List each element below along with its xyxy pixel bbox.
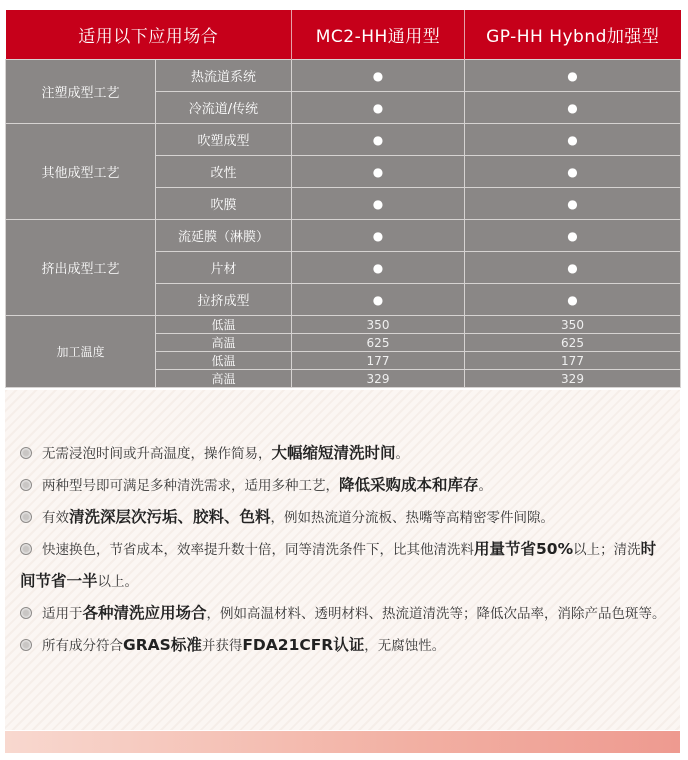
feature-highlight: 各种清洗应用场合 — [82, 604, 207, 622]
feature-text: 并获得 — [201, 638, 243, 654]
feature-text: 适用于 — [42, 606, 83, 622]
feature-text: 以上。 — [97, 574, 139, 590]
feature-text: 所有成分符合 — [42, 638, 123, 654]
table-row — [6, 124, 681, 156]
features-panel — [5, 390, 680, 730]
features-list — [20, 438, 668, 662]
feature-item — [20, 502, 668, 534]
feature-item — [20, 534, 668, 598]
row-label: 高温 — [156, 334, 292, 352]
feature-text: 快速换色，节省成本，效率提升数十倍，同等清洗条件下，比其他清洗料 — [42, 542, 474, 558]
gp-mark: ● — [465, 124, 681, 156]
group-extrusion: 挤出成型工艺 — [6, 220, 156, 316]
gp-value: 329 — [465, 370, 681, 388]
radio-bullet-icon — [20, 479, 32, 491]
header-mc2-hh: MC2-HH通用型 — [292, 10, 465, 60]
feature-item — [20, 470, 668, 502]
radio-bullet-icon — [20, 447, 32, 459]
feature-item — [20, 598, 668, 630]
header-gp-hh: GP-HH Hybnd加强型 — [465, 10, 681, 60]
gp-value: 177 — [465, 352, 681, 370]
mc2-value: 177 — [292, 352, 465, 370]
feature-text: ，例如高温材料、透明材料、热流道清洗等；降低次品率，消除产品色斑等。 — [206, 606, 666, 622]
table-header-row — [6, 10, 681, 60]
feature-text: 无需浸泡时间或升高温度，操作简易， — [42, 446, 272, 462]
mc2-value: 350 — [292, 316, 465, 334]
header-application: 适用以下应用场合 — [6, 10, 292, 60]
gp-mark: ● — [465, 188, 681, 220]
mc2-mark: ● — [292, 188, 465, 220]
feature-highlight: FDA21CFR认证 — [242, 636, 365, 654]
mc2-value: 329 — [292, 370, 465, 388]
feature-text: 以上；清洗 — [573, 542, 641, 558]
application-table — [5, 10, 681, 388]
feature-highlight: 大幅缩短清洗时间 — [271, 444, 396, 462]
group-injection-molding: 注塑成型工艺 — [6, 60, 156, 124]
radio-bullet-icon — [20, 543, 32, 555]
feature-text: 。 — [395, 446, 410, 462]
gp-mark: ● — [465, 252, 681, 284]
row-label: 改性 — [156, 156, 292, 188]
feature-text: ，无腐蚀性。 — [364, 638, 446, 654]
row-label: 吹膜 — [156, 188, 292, 220]
mc2-mark: ● — [292, 220, 465, 252]
row-label: 拉挤成型 — [156, 284, 292, 316]
mc2-mark: ● — [292, 156, 465, 188]
feature-highlight: 降低采购成本和库存 — [339, 476, 479, 494]
feature-highlight: 清洗深层次污垢、胶料、色料 — [69, 508, 271, 526]
table-row — [6, 60, 681, 92]
radio-bullet-icon — [20, 607, 32, 619]
mc2-mark: ● — [292, 60, 465, 92]
mc2-mark: ● — [292, 252, 465, 284]
feature-text: 两种型号即可满足多种清洗需求，适用多种工艺， — [42, 478, 339, 494]
feature-text: 有效 — [42, 510, 69, 526]
gp-mark: ● — [465, 156, 681, 188]
row-label: 高温 — [156, 370, 292, 388]
radio-bullet-icon — [20, 511, 32, 523]
gp-mark: ● — [465, 60, 681, 92]
row-label: 热流道系统 — [156, 60, 292, 92]
bottom-gradient-bar — [5, 731, 680, 753]
feature-item — [20, 630, 668, 662]
mc2-mark: ● — [292, 284, 465, 316]
row-label: 低温 — [156, 316, 292, 334]
feature-text: ，例如热流道分流板、热嘴等高精密零件间隙。 — [270, 510, 555, 526]
table-row — [6, 220, 681, 252]
gp-mark: ● — [465, 284, 681, 316]
feature-highlight: 用量节省50% — [474, 540, 574, 558]
feature-item — [20, 438, 668, 470]
feature-highlight: GRAS标准 — [123, 636, 202, 654]
feature-highlight: 时间节省一半 — [20, 540, 657, 590]
radio-bullet-icon — [20, 639, 32, 651]
row-label: 流延膜（淋膜） — [156, 220, 292, 252]
gp-value: 350 — [465, 316, 681, 334]
group-processing-temperature: 加工温度 — [6, 316, 156, 388]
mc2-mark: ● — [292, 92, 465, 124]
table-row — [6, 316, 681, 334]
gp-mark: ● — [465, 92, 681, 124]
row-label: 片材 — [156, 252, 292, 284]
feature-text: 。 — [478, 478, 493, 494]
group-other-molding: 其他成型工艺 — [6, 124, 156, 220]
mc2-mark: ● — [292, 124, 465, 156]
gp-value: 625 — [465, 334, 681, 352]
mc2-value: 625 — [292, 334, 465, 352]
row-label: 吹塑成型 — [156, 124, 292, 156]
row-label: 冷流道/传统 — [156, 92, 292, 124]
gp-mark: ● — [465, 220, 681, 252]
row-label: 低温 — [156, 352, 292, 370]
